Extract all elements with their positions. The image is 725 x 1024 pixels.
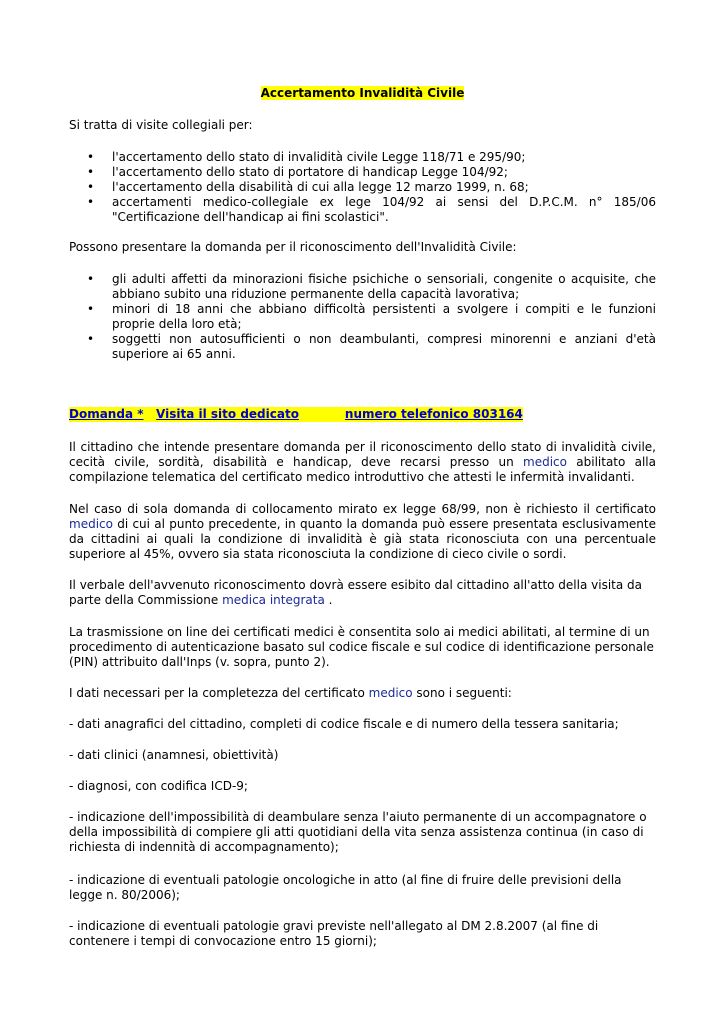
paragraph-domanda: Il cittadino che intende presentare domanda per il riconoscimento dello stato di invalidità civile, cecità civile, sordità, disabilità e handicap, deve recarsi presso un medico abilitato alla compilazione telematica del certificato medico introduttivo che attesti le infermità invalidanti. [69, 440, 656, 484]
dati-item: - dati anagrafici del cittadino, completi di codice fiscale e di numero della tessera sanitaria; [69, 717, 619, 731]
dati-item: - diagnosi, con codifica ICD-9; [69, 779, 248, 793]
list-item: • l'accertamento dello stato di invalidità civile Legge 118/71 e 295/90; [69, 150, 656, 165]
page-title: Accertamento Invalidità Civile [260, 86, 465, 100]
list-item: • accertamenti medico-collegiale ex lege 104/92 ai sensi del D.P.C.M. n° 185/06 "Certificazione dell'handicap ai fini scolastici". [69, 195, 656, 225]
dati-item: - indicazione dell'impossibilità di deambulare senza l'aiuto permanente di un accompagnatore o della impossibilità di compiere gli atti quotidiani della vita senza assistenza continua (in caso di richiesta di indennità di accompagnamento); [69, 810, 647, 854]
paragraph-trasmissione: La trasmissione on line dei certificati medici è consentita solo ai medici abilitati, al termine di un procedimento di autenticazione basato sul codice fiscale e sul codice di identificazione personale (PIN) attribuito dall'Inps (v. sopra, punto 2). [69, 625, 654, 669]
telefono-link[interactable]: numero telefonico 803164 [344, 407, 523, 421]
visit-types-list [69, 150, 656, 225]
intro-text: Si tratta di visite collegiali per: [69, 118, 253, 132]
dati-item: - dati clinici (anamnesi, obiettività) [69, 748, 279, 762]
dati-item: - indicazione di eventuali patologie oncologiche in atto (al fine di fruire delle previsioni della legge n. 80/2006); [69, 873, 622, 902]
medica-integrata-link[interactable]: medica integrata [222, 593, 325, 607]
eligibility-list [69, 272, 656, 362]
medico-link[interactable]: medico [523, 455, 567, 469]
domanda-link[interactable]: Domanda * [69, 407, 144, 421]
paragraph-collocamento: Nel caso di sola domanda di collocamento mirato ex legge 68/99, non è richiesto il certificato medico di cui al punto precedente, in quanto la domanda può essere presentata esclusivamente da cittadini ai quali la condizione di invalidità è già stata riconosciuta con una percentuale superiore al 45%, ovvero sia stata riconosciuta la condizione di cieco civile o sordi. [69, 502, 656, 561]
medico-link[interactable]: medico [368, 686, 413, 700]
list-item: • gli adulti affetti da minorazioni fisiche psichiche o sensoriali, congenite o acquisite, che abbiano subito una riduzione permanente della capacità lavorativa; [69, 272, 656, 302]
sito-dedicato-link[interactable]: Visita il sito dedicato [156, 407, 299, 421]
list-item: • soggetti non autosufficienti o non deambulanti, compresi minorenni e anziani d'età superiore ai 65 anni. [69, 332, 656, 362]
eligibility-intro: Possono presentare la domanda per il riconoscimento dell'Invalidità Civile: [69, 240, 517, 254]
medico-link[interactable]: medico [69, 517, 113, 531]
links-bar [69, 407, 523, 422]
list-item: • minori di 18 anni che abbiano difficoltà persistenti a svolgere i compiti e le funzioni proprie della loro età; [69, 302, 656, 332]
dati-item: - indicazione di eventuali patologie gravi previste nell'allegato al DM 2.8.2007 (al fine di contenere i tempi di convocazione entro 15 giorni); [69, 919, 599, 948]
list-item: • l'accertamento della disabilità di cui alla legge 12 marzo 1999, n. 68; [69, 180, 656, 195]
paragraph-dati-intro: I dati necessari per la completezza del certificato medico sono i seguenti: [69, 686, 512, 700]
paragraph-verbale: Il verbale dell'avvenuto riconoscimento dovrà essere esibito dal cittadino all'atto della visita da parte della Commissione medica integrata . [69, 578, 643, 607]
list-item: • l'accertamento dello stato di portatore di handicap Legge 104/92; [69, 165, 656, 180]
